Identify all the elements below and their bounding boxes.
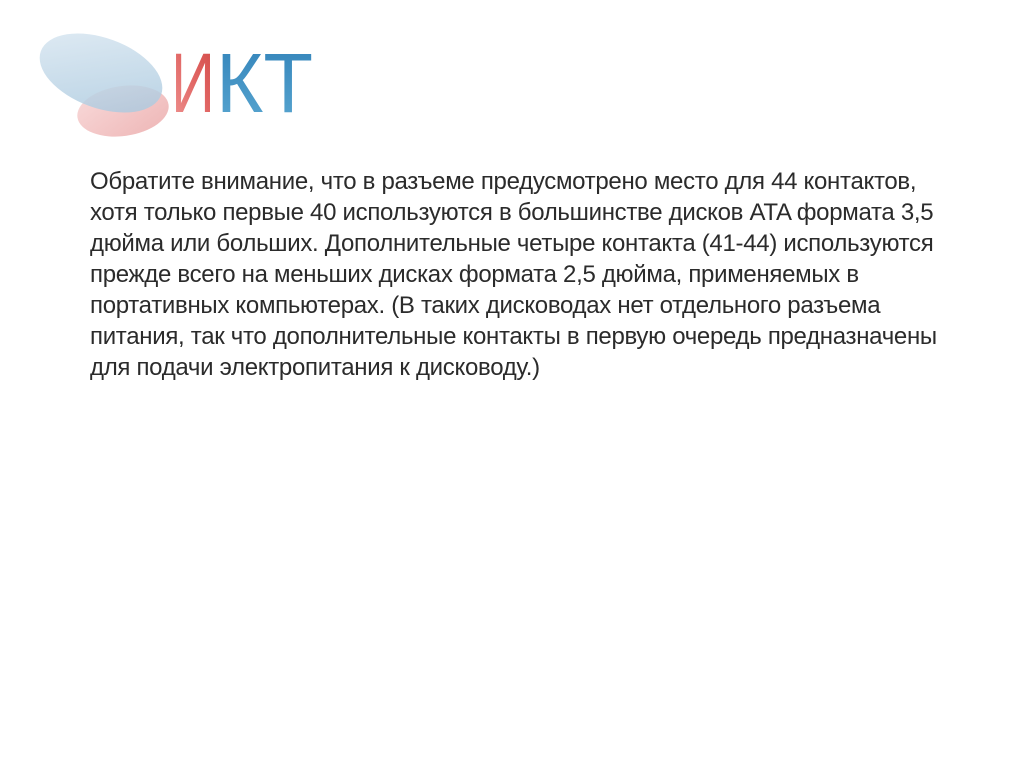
- body-paragraph: [90, 166, 1010, 383]
- body-text-line: портативных компьютерах. (В таких дисководах нет отдельного разъема: [90, 292, 881, 319]
- body-text-line: дюйма или больших. Дополнительные четыре контакта (41-44) используются: [90, 230, 934, 257]
- logo: [0, 0, 330, 150]
- body-text-line: хотя только первые 40 используются в большинстве дисков ATA формата 3,5: [90, 199, 934, 226]
- body-text-line: Обратите внимание, что в разъеме предусмотрено место для 44 контактов,: [90, 168, 917, 195]
- logo-letters-blue: КТ: [216, 36, 313, 130]
- body-text-line: питания, так что дополнительные контакты в первую очередь предназначены: [90, 323, 937, 350]
- body-text-line: прежде всего на меньших дисках формата 2,5 дюйма, применяемых в: [90, 261, 859, 288]
- body-text-line: для подачи электропитания к дисководу.): [90, 354, 540, 381]
- logo-letter-red: И: [171, 36, 215, 130]
